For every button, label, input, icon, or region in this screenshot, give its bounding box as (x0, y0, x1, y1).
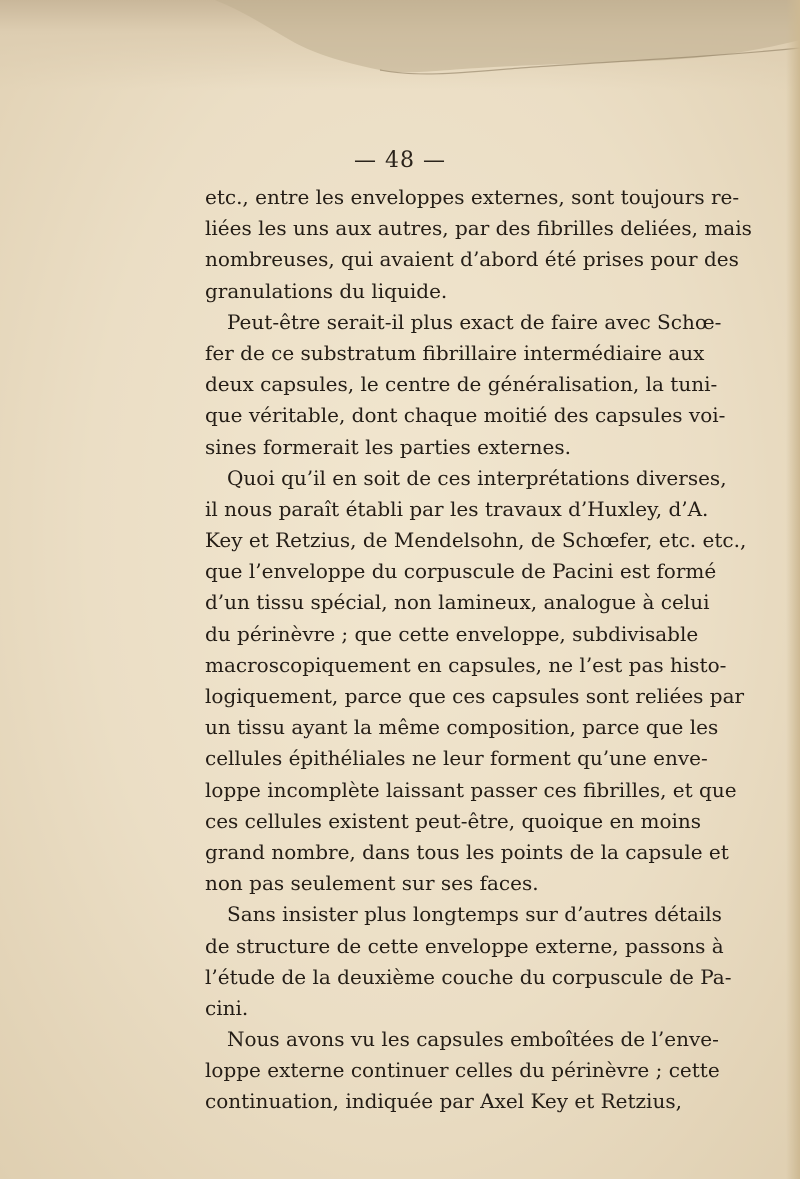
text-line: du périnèvre ; que cette enveloppe, subdivisable (205, 621, 699, 646)
text-line: grand nombre, dans tous les points de la capsule et (205, 839, 729, 864)
text-line: d’un tissu spécial, non lamineux, analogue à celui (205, 590, 710, 615)
text-line: deux capsules, le centre de généralisation, la tuni- (205, 372, 718, 397)
text-line: loppe incomplète laissant passer ces fibrilles, et que (205, 777, 737, 802)
page-number: — 48 — (354, 148, 446, 173)
text-line: continuation, indiquée par Axel Key et Retzius, (205, 1089, 682, 1114)
text-line: cini. (205, 995, 249, 1020)
text-line: que véritable, dont chaque moitié des capsules voi- (205, 403, 726, 428)
text-line: macroscopiquement en capsules, ne l’est pas histo- (205, 652, 727, 677)
body-text (205, 182, 752, 1118)
text-line: fer de ce substratum fibrillaire intermédiaire aux (205, 340, 705, 365)
text-line: liées les uns aux autres, par des fibrilles deliées, mais (205, 216, 752, 241)
text-line: Sans insister plus longtemps sur d’autres détails (227, 902, 722, 927)
text-line: ces cellules existent peut-être, quoique en moins (205, 808, 702, 833)
text-line: Peut-être serait-il plus exact de faire avec Schœ- (227, 309, 722, 334)
text-line: granulations du liquide. (205, 278, 448, 303)
text-line: loppe externe continuer celles du périnèvre ; cette (205, 1058, 720, 1083)
text-line: Quoi qu’il en soit de ces interprétations diverses, (227, 465, 727, 490)
text-line: cellules épithéliales ne leur forment qu’une enve- (205, 746, 708, 771)
text-line: l’étude de la deuxième couche du corpuscule de Pa- (205, 964, 732, 989)
torn-edge-shape (0, 0, 800, 90)
text-line: de structure de cette enveloppe externe, passons à (205, 933, 724, 958)
text-line: il nous paraît établi par les travaux d’Huxley, d’A. (205, 496, 709, 521)
text-line: Nous avons vu les capsules emboîtées de l’enve- (227, 1027, 719, 1052)
page-right-edge (786, 0, 800, 1179)
text-line: un tissu ayant la même composition, parce que les (205, 715, 719, 740)
torn-top-edge (0, 0, 800, 90)
text-line: nombreuses, qui avaient d’abord été prises pour des (205, 247, 739, 272)
text-line: sines formerait les parties externes. (205, 434, 571, 459)
text-line: etc., entre les enveloppes externes, sont toujours re- (205, 185, 740, 209)
text-line: Key et Retzius, de Mendelsohn, de Schœfer, etc. etc., (205, 528, 747, 553)
text-line: que l’enveloppe du corpuscule de Pacini est formé (205, 559, 717, 584)
text-line: non pas seulement sur ses faces. (205, 871, 539, 896)
text-line: logiquement, parce que ces capsules sont reliées par (205, 684, 745, 708)
